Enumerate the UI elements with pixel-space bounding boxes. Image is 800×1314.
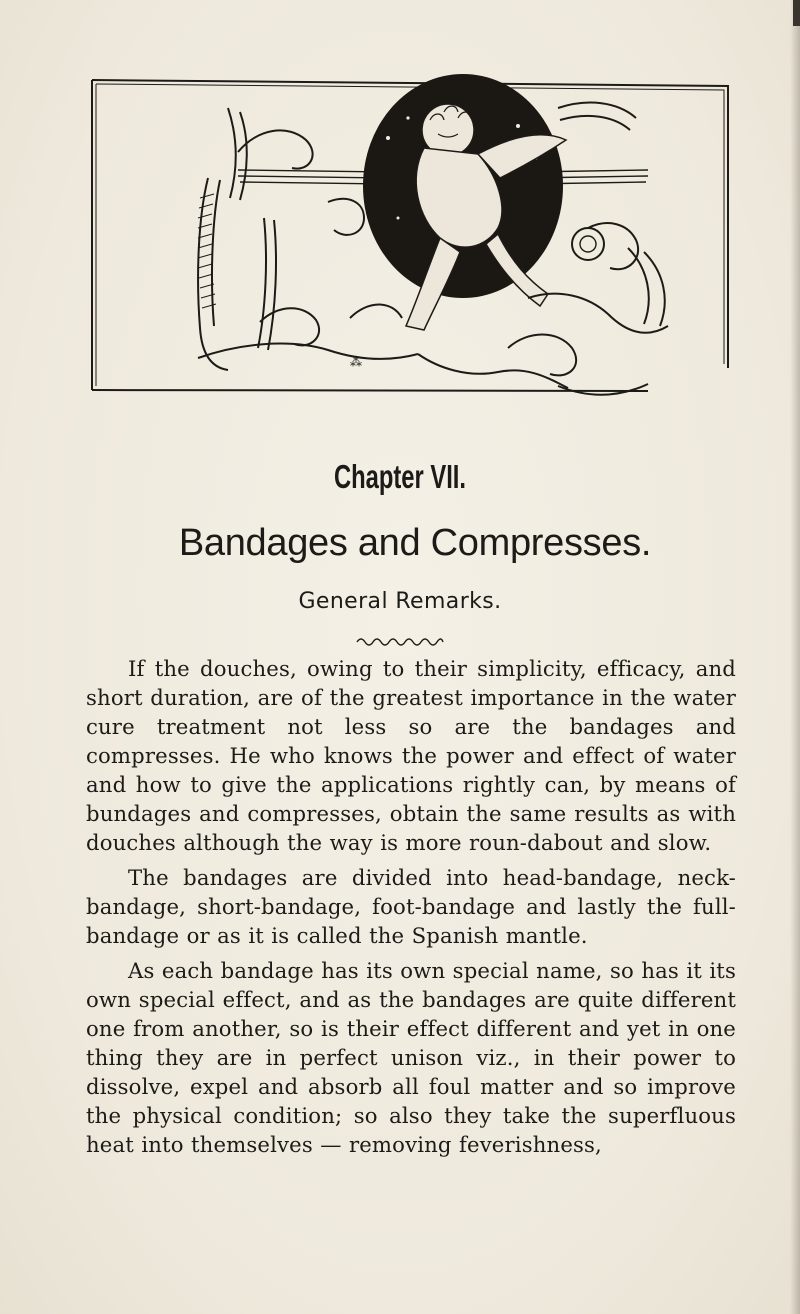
svg-text:⁂: ⁂ bbox=[350, 355, 362, 369]
paragraph: If the douches, owing to their simplicity, efficacy, and short duration, are of the greatest importance in the water cure treatment not less so are the bandages and compresses. He who knows the power and effect of water and how to give the applications rightly can, by means of bundages and compresses, obtain the same results as with douches although the way is more roun-dabout and slow. bbox=[86, 656, 736, 855]
page-edge-shadow bbox=[790, 0, 800, 1314]
subsection-heading: General Remarks. bbox=[298, 589, 502, 614]
paragraph: As each bandage has its own special name, so has it its own special effect, and as the bandages are quite different one from another, so is their effect different and yet in one thing they are in perfect unison viz., in their power to dissolve, expel and absorb all foul matter and so improve the physical condition; so also they take the superfluous heat into themselves — removing feverishness, bbox=[86, 958, 736, 1157]
page-edge-tab bbox=[793, 0, 800, 26]
paragraph: The bandages are divided into head-bandage, neck-bandage, short-bandage, foot-bandage and lastly the full-bandage or as it is called the Spanish mantle. bbox=[86, 865, 736, 948]
section-heading: Bandages and Compresses. bbox=[178, 522, 652, 564]
cherub-headpiece-illustration bbox=[88, 68, 733, 403]
body-text bbox=[86, 654, 736, 1165]
chapter-heading: Chapter VII. bbox=[333, 458, 467, 495]
wavy-divider-icon bbox=[355, 634, 445, 650]
